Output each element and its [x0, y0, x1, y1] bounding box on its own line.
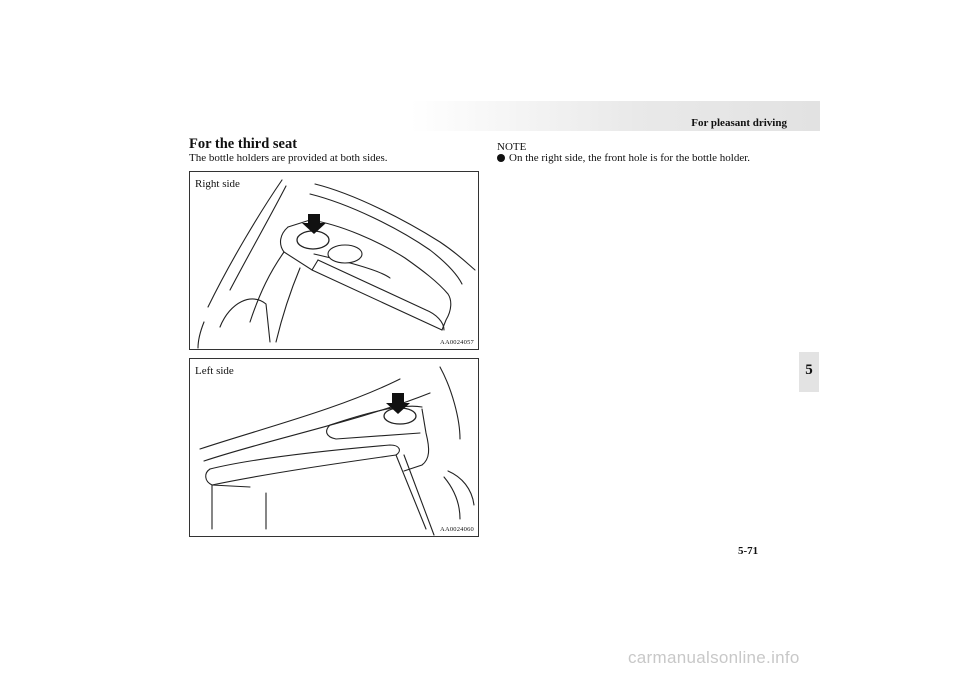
figure-left-side	[189, 358, 479, 537]
header-title: For pleasant driving	[691, 117, 787, 129]
figure-label: Left side	[195, 365, 234, 377]
body-text: The bottle holders are provided at both sides.	[189, 152, 388, 164]
bullet-icon	[497, 154, 505, 162]
chapter-tab	[799, 352, 819, 392]
note-title: NOTE	[497, 141, 527, 153]
left-side-illustration	[190, 359, 478, 536]
right-side-illustration	[190, 172, 478, 349]
page-number: 5-71	[738, 545, 759, 557]
figure-label: Right side	[195, 178, 240, 190]
section-heading: For the third seat	[189, 136, 298, 152]
figure-code: AA0024060	[440, 526, 474, 533]
note-item	[497, 152, 750, 164]
figure-right-side	[189, 171, 479, 350]
figure-code: AA0024057	[440, 339, 474, 346]
note-item-text: On the right side, the front hole is for the bottle holder.	[509, 152, 751, 164]
watermark: carmanualsonline.info	[628, 648, 800, 667]
chapter-number: 5	[805, 362, 813, 378]
arrow-down-icon	[302, 214, 326, 234]
